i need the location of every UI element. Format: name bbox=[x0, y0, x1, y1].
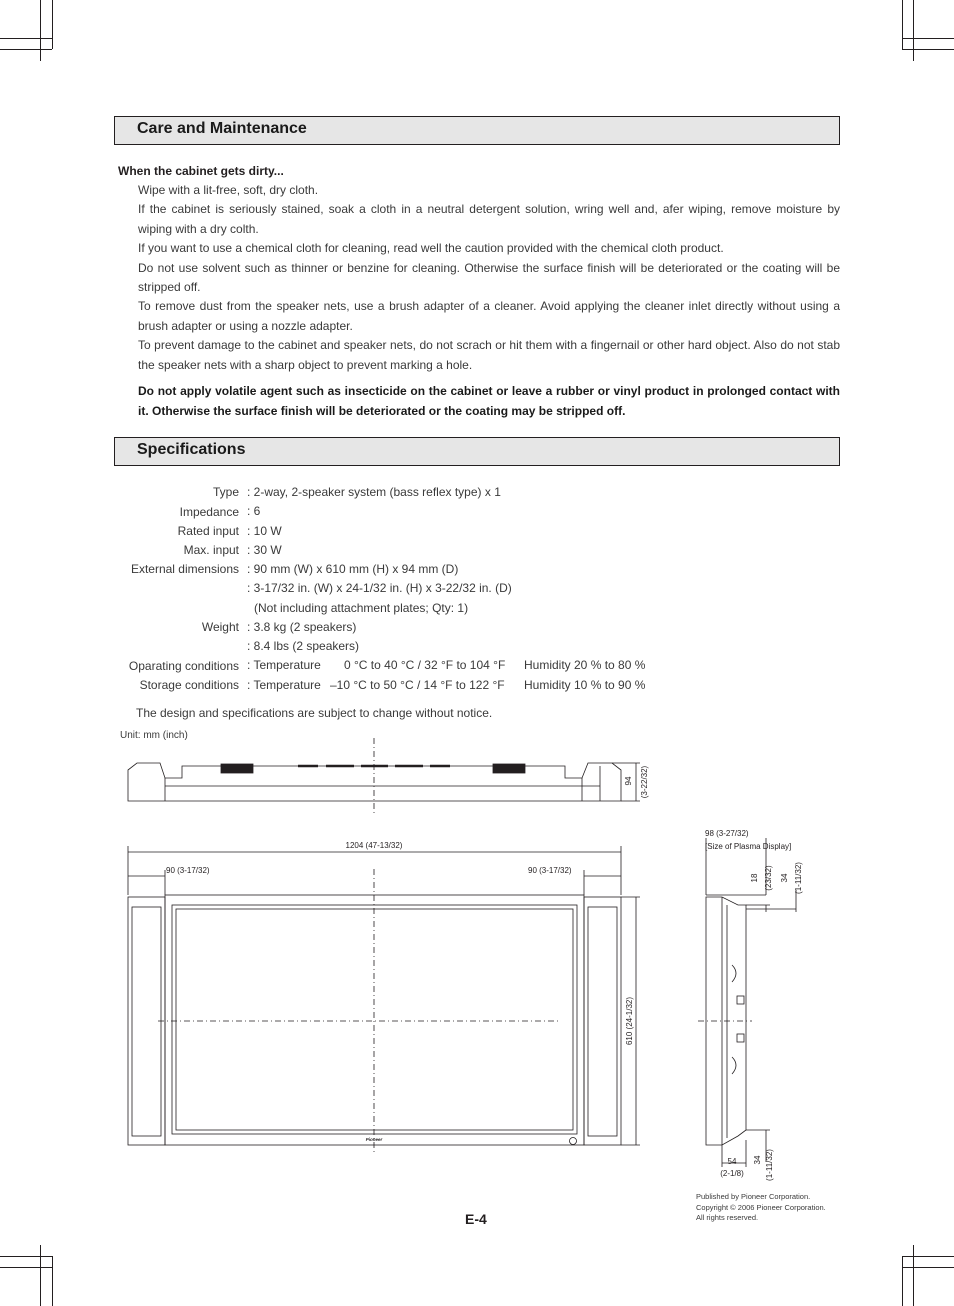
care-body bbox=[138, 181, 840, 375]
specs-section-title: Specifications bbox=[137, 441, 246, 458]
spec-type-value: : 2-way, 2-speaker system (bass reflex type) x 1 bbox=[247, 485, 501, 499]
spec-op-temp-value: 0 °C to 40 °C / 32 °F to 104 °F bbox=[344, 658, 506, 672]
unit-label: Unit: mm (inch) bbox=[120, 730, 188, 741]
overall-width: 1204 (47-13/32) bbox=[345, 841, 403, 850]
care-paragraph: If the cabinet is seriously stained, soak a cloth in a neutral detergent solution, wring well and, afer wiping, remove moisture by wiping with a dry colth. bbox=[138, 202, 840, 236]
care-paragraph: Wipe with a lit-free, soft, dry cloth. bbox=[138, 183, 319, 197]
top-depth-in: (3-22/32) bbox=[640, 765, 649, 799]
spec-weight-kg: : 3.8 kg (2 speakers) bbox=[247, 620, 357, 634]
spec-rated-value: : 10 W bbox=[247, 524, 282, 538]
left-width: 90 (3-17/32) bbox=[166, 866, 210, 875]
spec-op-label: Oparating conditions bbox=[128, 659, 239, 673]
spec-ext-in: : 3-17/32 in. (W) x 24-1/32 in. (H) x 3-22/32 in. (D) bbox=[247, 581, 512, 595]
side-18: 18 bbox=[750, 873, 759, 883]
spec-op-humidity: Humidity 20 % to 80 % bbox=[524, 658, 646, 672]
spec-op-temp-label: : Temperature bbox=[247, 658, 321, 672]
spec-storage-temp-label: : Temperature bbox=[247, 678, 321, 692]
spec-weight-label: Weight bbox=[201, 620, 239, 634]
specs-section-header bbox=[114, 437, 840, 466]
side-top-dim: 98 (3-27/32) bbox=[705, 829, 749, 838]
care-paragraph: Do not use solvent such as thinner or benzine for cleaning. Otherwise the surface finish will be deteriorated or the coating will be stripped off. bbox=[138, 260, 840, 295]
side-top-note: [Size of Plasma Display] bbox=[705, 842, 792, 851]
side-34-top: 34 bbox=[780, 873, 789, 883]
front-view-drawing bbox=[128, 846, 640, 1155]
spec-ext-mm: : 90 mm (W) x 610 mm (H) x 94 mm (D) bbox=[247, 562, 459, 576]
side-54-in: (2-1/8) bbox=[720, 1169, 744, 1178]
care-section-title: Care and Maintenance bbox=[137, 120, 307, 137]
spec-max-label: Max. input bbox=[183, 543, 239, 557]
care-paragraph: To remove dust from the speaker nets, use a brush adapter of a cleaner. Avoid applying the cleaner inlet directly without using a brush adapter or using a nozzle adapter. bbox=[138, 299, 840, 333]
care-section-header bbox=[114, 116, 840, 145]
spec-weight-lbs: : 8.4 lbs (2 speakers) bbox=[247, 639, 360, 653]
side-18-in: (23/32) bbox=[764, 865, 773, 891]
care-paragraph: To prevent damage to the cabinet and speaker nets, do not scrach or hit them with a fingernail or other hard object. Also do not stab the speaker nets with a sharp object to prevent marking a hole. bbox=[138, 338, 840, 372]
side-view-drawing bbox=[698, 838, 796, 1167]
publisher-info bbox=[696, 1192, 826, 1224]
spec-storage-temp-value: –10 °C to 50 °C / 14 °F to 122 °F bbox=[330, 678, 505, 692]
spec-impedance-label: Impedance bbox=[179, 505, 239, 519]
care-paragraph: If you want to use a chemical cloth for cleaning, read well the caution provided with the chemical cloth product. bbox=[138, 241, 724, 256]
side-34-bot: 34 bbox=[753, 1155, 762, 1165]
spec-rated-label: Rated input bbox=[177, 524, 239, 538]
top-depth-mm: 94 bbox=[624, 776, 633, 786]
spec-max-value: : 30 W bbox=[247, 543, 282, 557]
spec-storage-humidity: Humidity 10 % to 90 % bbox=[524, 678, 646, 692]
side-34-bot-in: (1-11/32) bbox=[765, 1149, 774, 1181]
spec-storage-label: Storage conditions bbox=[139, 678, 239, 692]
spec-ext-note: (Not including attachment plates; Qty: 1) bbox=[254, 601, 469, 615]
spec-type-label: Type bbox=[212, 485, 239, 499]
spec-ext-label: External dimensions bbox=[130, 562, 239, 576]
care-subheading: When the cabinet gets dirty... bbox=[118, 164, 284, 178]
publisher-line: Published by Pioneer Corporation. bbox=[696, 1192, 811, 1201]
side-34-top-in: (1-11/32) bbox=[794, 862, 803, 894]
care-warning: Do not apply volatile agent such as insecticide on the cabinet or leave a rubber or vinyl product in prolonged contact with it. Otherwise the surface finish will be deteriorated or the coating may be stripped off. bbox=[138, 384, 840, 418]
height-dimension: 610 (24-1/32) bbox=[625, 996, 634, 1046]
brand-logo: Pioneer bbox=[365, 1137, 383, 1142]
page-number: E-4 bbox=[465, 1211, 487, 1227]
top-view-drawing bbox=[128, 738, 640, 815]
right-width: 90 (3-17/32) bbox=[528, 866, 572, 875]
spec-notice: The design and specifications are subject to change without notice. bbox=[136, 706, 493, 720]
copyright-line: Copyright © 2006 Pioneer Corporation. bbox=[696, 1202, 826, 1212]
side-54: 54 bbox=[727, 1157, 737, 1166]
rights-line: All rights reserved. bbox=[696, 1213, 759, 1222]
spec-impedance-value: : 6 bbox=[247, 504, 261, 518]
